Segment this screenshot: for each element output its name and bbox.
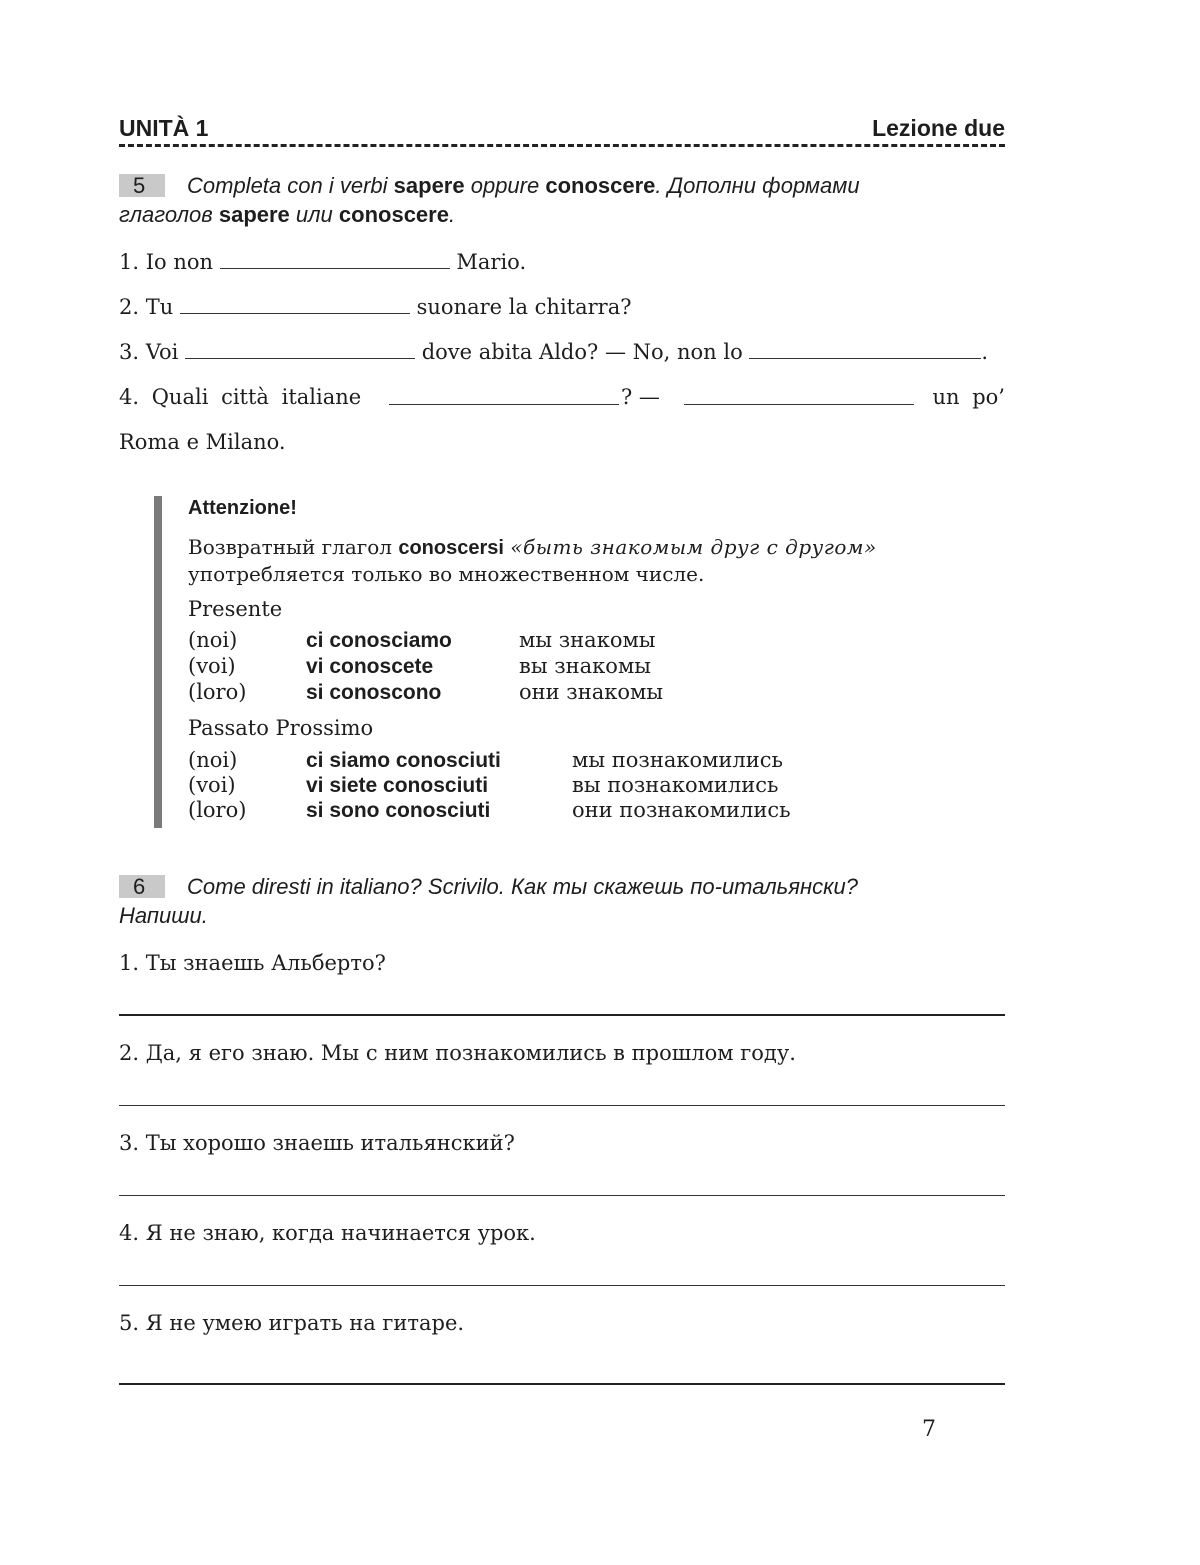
exercise-5-instructions: Completa con i verbi sapere oppure conoscere. Дополни формами глаголов sapere или conoscere. (119, 173, 860, 227)
header-divider (119, 144, 1005, 147)
answer-blank[interactable] (749, 340, 981, 359)
answer-blank[interactable] (180, 295, 410, 314)
exercise-5-item-4-end: un po’ (932, 385, 1005, 409)
attention-text: Возвратный глагол conoscersi «быть знакомым друг с другом» употребляется только во множественном числе. (188, 535, 877, 586)
exercise-6-question: 4. Я не знаю, когда начинается урок. (119, 1221, 536, 1245)
exercise-6-question: 5. Я не умею играть на гитаре. (119, 1311, 465, 1335)
exercise-5-item-4-sep: ? — (621, 385, 660, 409)
answer-blank[interactable] (185, 340, 415, 359)
exercise-5-number: 5 (119, 174, 165, 197)
exercise-5-item-4: 4. Quali città italiane (119, 385, 362, 409)
presente-label: Presente (188, 597, 283, 621)
attention-bar (154, 496, 162, 828)
exercise-6-question: 3. Ты хорошо знаешь итальянский? (119, 1131, 515, 1155)
exercise-5-item-4-cont: Roma e Milano. (119, 430, 286, 454)
answer-line[interactable] (119, 1105, 1005, 1106)
answer-blank[interactable] (220, 250, 450, 269)
answer-line[interactable] (119, 1195, 1005, 1196)
answer-blank[interactable] (389, 386, 619, 405)
attention-title: Attenzione! (188, 497, 297, 519)
lesson-label: Lezione due (872, 115, 1005, 141)
exercise-6-instructions: Come diresti in italiano? Scrivilo. Как ты скажешь по-итальянски? Напиши. (119, 874, 858, 928)
answer-blank[interactable] (684, 386, 914, 405)
exercise-6-number: 6 (119, 875, 165, 898)
passato-label: Passato Prossimo (188, 716, 374, 740)
unit-label: UNITÀ 1 (119, 115, 209, 141)
exercise-6-question: 2. Да, я его знаю. Мы с ним познакомились в прошлом году. (119, 1041, 796, 1065)
exercise-5-item-1: 1. Io non Mario. (119, 250, 527, 274)
exercise-5-item-2: 2. Tu suonare la chitarra? (119, 295, 632, 319)
page-number: 7 (922, 1417, 936, 1442)
answer-line[interactable] (119, 1014, 1005, 1016)
answer-line[interactable] (119, 1285, 1005, 1286)
exercise-6-question: 1. Ты знаешь Альберто? (119, 951, 386, 975)
exercise-5-item-3: 3. Voi dove abita Aldo? — No, non lo . (119, 340, 989, 364)
answer-line[interactable] (119, 1383, 1005, 1385)
